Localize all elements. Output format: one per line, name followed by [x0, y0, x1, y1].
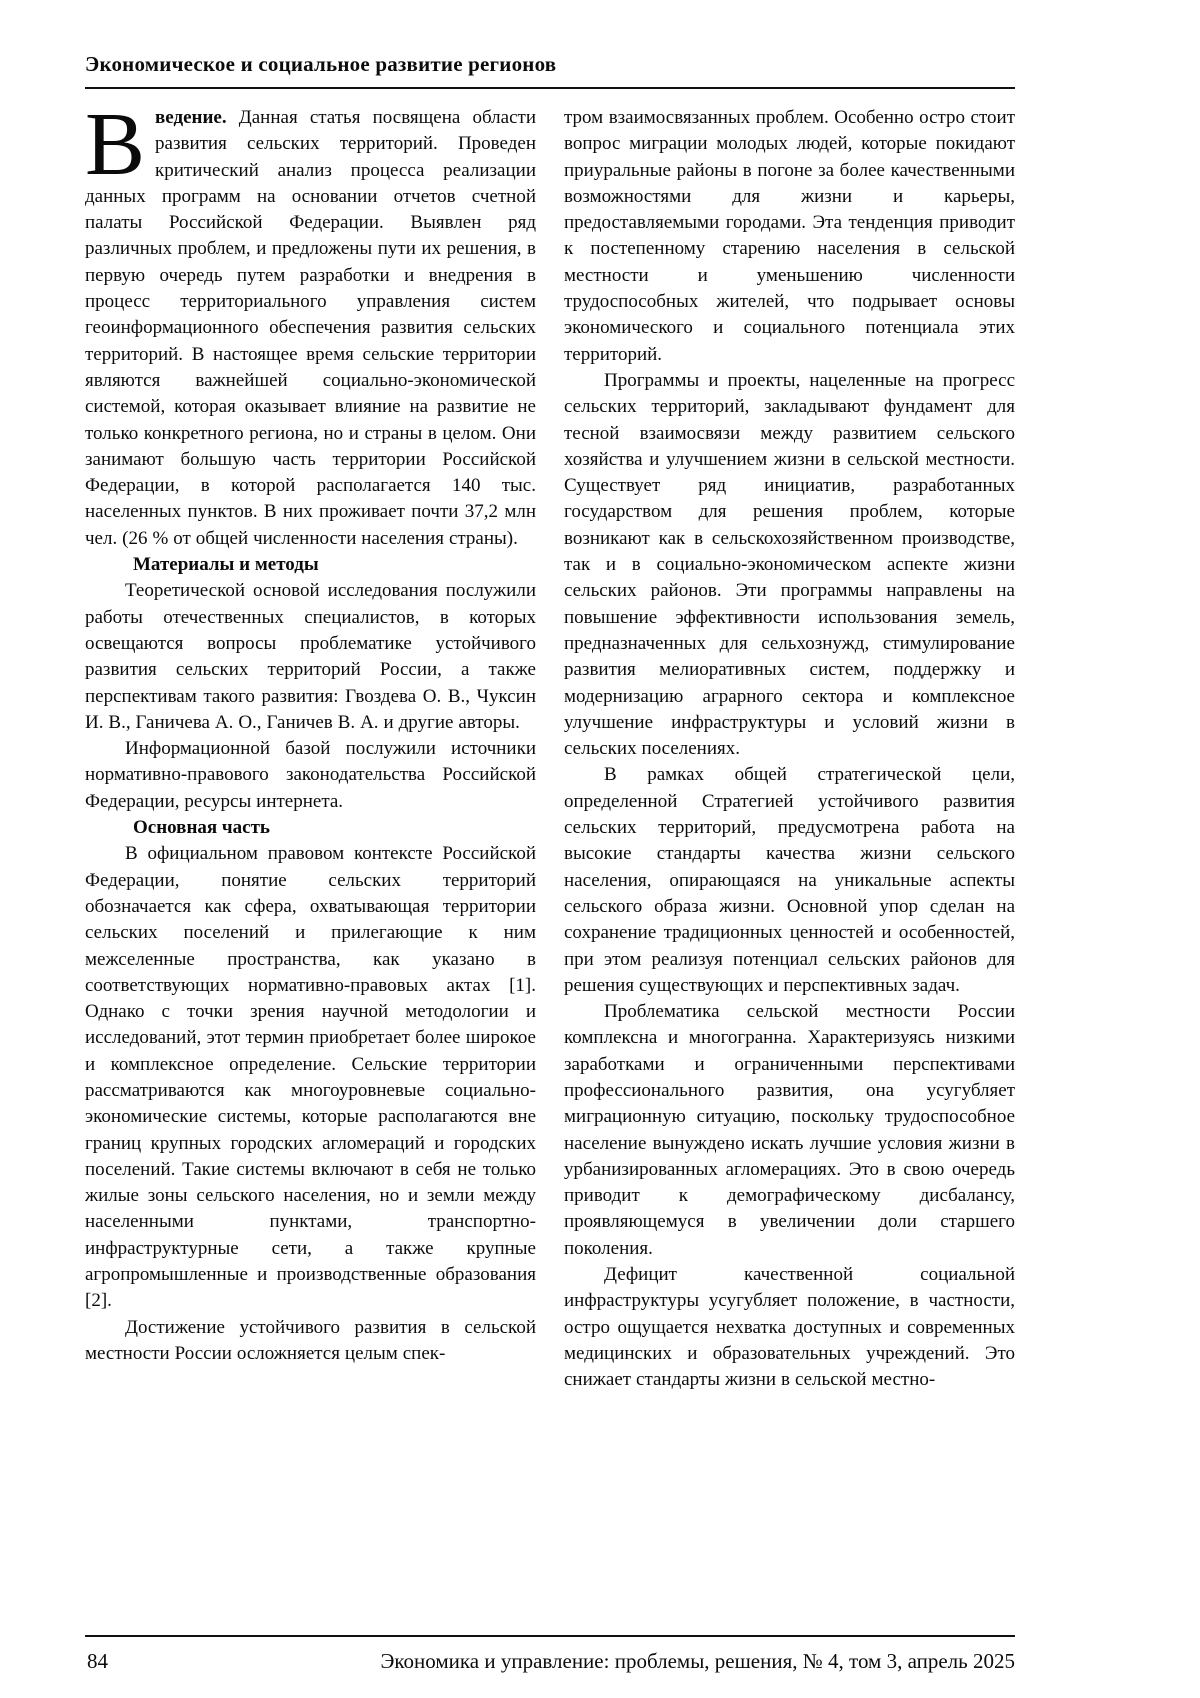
left-column [85, 105, 536, 1457]
paragraph-rural-problems: Проблематика сельской местности России комплексна и многогранна. Характеризуясь низкими заработками и ограниченными перспективами профессионального развития, она усугубляет миграционную ситуацию, поскольку трудоспособное население вынуждено искать лучшие условия жизни в урбанизированных агломерациях. Это в свою очередь приводит к демографическому дисбалансу, проявляющемуся в увеличении доли старшего поколения. [564, 1001, 1015, 1259]
paragraph-theoretical-basis: Теоретической основой исследования послужили работы отечественных специалистов, в которых освещаются вопросы проблематике устойчивого развития сельских территорий России, а также перспективам такого развития: Гвоздева О. В., Чуксин И. В., Ганичева А. О., Ганичев В. А. и другие авторы. [85, 580, 536, 733]
intro-paragraph [85, 105, 536, 552]
page-number: 84 [87, 1649, 108, 1673]
intro-lead-word: ведение. [155, 107, 227, 128]
running-header [85, 52, 1015, 89]
article-body [85, 105, 1015, 1457]
page-footer [85, 1635, 1015, 1674]
paragraph-programs-projects: Программы и проекты, нацеленные на прогресс сельских территорий, закладывают фундамент для тесной взаимосвязи между развитием сельского хозяйства и улучшением жизни в сельской местности. Существует ряд инициатив, разработанных государством для решения проблем, которые возникают как в сельскохозяйственном производстве, так и в социально-экономическом аспекте жизни сельских районов. Эти программы направлены на повышение эффективности использования земель, предназначенных для сельхознужд, стимулирование развития мелиоративных систем, поддержку и модернизацию аграрного сектора и комплексное улучшение инфраструктуры и условий жизни в сельских поселениях. [564, 369, 1015, 760]
paragraph-infrastructure-deficit: Дефицит качественной социальной инфраструктуры усугубляет положение, в частности, остро ощущается нехватка доступных и современных медицинских и образовательных учреждений. Это снижает стандарты жизни в сельской местно- [564, 1264, 1015, 1391]
intro-text: Данная статья посвящена области развития сельских территорий. Проведен критический анализ процесса реализации данных программ на основании отчетов счетной палаты Российской Федерации. Выявлен ряд различных проблем, и предложены пути их решения, в первую очередь путем разработки и внедрения в процесс территориального управления систем геоинформационного обеспечения развития сельских территорий. В настоящее время сельские территории являются важнейшей социально-экономической системой, которая оказывает влияние на развитие не только конкретного региона, но и страны в целом. Они занимают большую часть территории Российской Федерации, в которой располагается 140 тыс. населенных пунктов. В них проживает почти 37,2 млн чел. (26 % от общей численности населения страны). [85, 107, 536, 549]
section-heading-main-part: Основная часть [133, 817, 270, 839]
section-heading-materials-methods: Материалы и методы [133, 554, 319, 576]
running-header-title: Экономическое и социальное развитие регионов [85, 52, 557, 76]
paragraph-information-base: Информационной базой послужили источники нормативно-правового законодательства Российской Федерации, ресурсы интернета. [85, 738, 536, 812]
dropcap-letter: В [85, 105, 146, 194]
right-column [564, 105, 1015, 1457]
paragraph-migration-problems: тром взаимосвязанных проблем. Особенно остро стоит вопрос миграции молодых людей, которые покидают приуральные районы в погоне за более качественными возможностями для жизни и карьеры, предоставляемыми городами. Эта тенденция приводит к постепенному старению населения в сельской местности и уменьшению численности трудоспособных жителей, что подрывает основы экономического и социального потенциала этих территорий. [564, 107, 1015, 365]
paragraph-strategy-goal: В рамках общей стратегической цели, определенной Стратегией устойчивого развития сельских территорий, предусмотрена работа на высокие стандарты качества жизни сельского населения, опирающаяся на уникальные аспекты сельского образа жизни. Основной упор сделан на сохранение традиционных ценностей и особенностей, при этом реализуя потенциал сельских районов для решения существующих и перспективных задач. [564, 764, 1015, 996]
journal-line: Экономика и управление: проблемы, решения, № 4, том 3, апрель 2025 [380, 1649, 1015, 1673]
paragraph-legal-context: В официальном правовом контексте Российской Федерации, понятие сельских территорий обозначается как сфера, охватывающая территории сельских поселений и прилегающие к ним межселенные пространства, как указано в соответствующих нормативно-правовых актах [1]. Однако с точки зрения научной методологии и исследований, этот термин приобретает более широкое и комплексное определение. Сельские территории рассматриваются как многоуровневые социально-экономические системы, которые располагаются вне границ крупных городских агломераций и городских поселений. Такие системы включают в себя не только жилые зоны сельского населения, но и земли между населенными пунктами, транспортно-инфраструктурные сети, а также крупные агропромышленные и производственные образования [2]. [85, 843, 536, 1312]
footer-row [85, 1649, 1015, 1674]
paragraph-sustainable-development: Достижение устойчивого развития в сельской местности России осложняется целым спек- [85, 1316, 536, 1364]
